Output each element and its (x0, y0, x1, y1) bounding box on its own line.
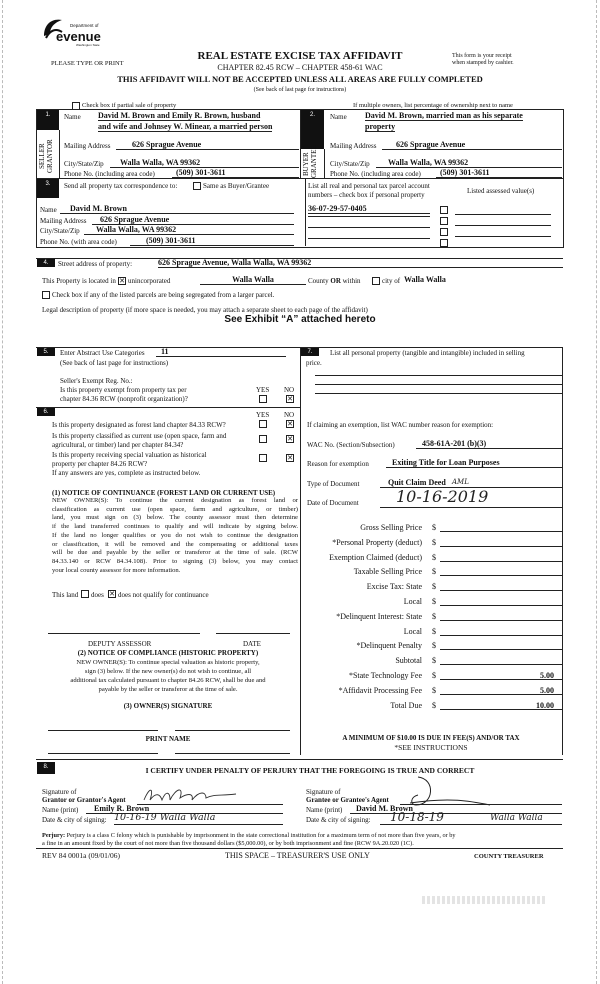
same-as-buyer-checkbox[interactable] (193, 182, 201, 190)
grantee-name[interactable]: David M. Brown (350, 805, 562, 814)
parcel-label: List all real and personal tax parcel account (308, 182, 430, 190)
receipt-note: This form is your receipt (452, 53, 512, 59)
document-type[interactable]: Quit Claim Deed (380, 479, 562, 488)
notice-line: sign (3) below. If the new owner(s) do not wish to continue, all (84, 668, 252, 675)
section-8-number: 8. (37, 762, 55, 774)
forest-land-question: Is this property designated as forest land chapter 84.33 RCW? (52, 421, 226, 429)
amount-label: Excise Tax: State (366, 582, 422, 592)
historical-question: property per chapter 84.26 RCW? (52, 460, 148, 468)
wac-label: WAC No. (Section/Subsection) (307, 441, 395, 449)
no-header: NO (284, 411, 295, 419)
grantee-agent-label: Grantee or Grantee's Agent (306, 796, 389, 804)
grantor-signature-label: Signature of (42, 788, 77, 796)
does-qualify-checkbox[interactable] (81, 590, 89, 598)
exemption-reason[interactable]: Exiting Title for Loan Purposes (386, 459, 562, 468)
amount-label: *State Technology Fee (348, 671, 422, 680)
segregated-checkbox[interactable] (42, 291, 50, 299)
deputy-assessor-label: DEPUTY ASSESSOR (88, 640, 152, 648)
section-6-number: 6. (37, 408, 55, 416)
exemption-claim-label: If claiming an exemption, list WAC number reason for exemption: (307, 421, 494, 429)
grantee-city[interactable]: Walla Walla (490, 813, 543, 823)
amount-value[interactable] (440, 627, 562, 636)
date-label: DATE (243, 640, 261, 648)
unincorporated-label: unincorporated (128, 277, 171, 285)
amount-label: Subtotal (395, 656, 422, 666)
personal-property-checkbox[interactable] (440, 206, 448, 214)
form-revision: REV 84 0001a (09/01/06) (42, 851, 120, 860)
dollar-sign: $ (432, 582, 436, 592)
buyer-phone[interactable]: (509) 301-3611 (436, 169, 562, 178)
document-date[interactable]: 10-16-2019 (396, 487, 489, 506)
parcel-number[interactable] (308, 227, 430, 228)
personal-property-label: List all personal property (tangible and intangible) included in selling (330, 349, 525, 357)
dollar-sign: $ (432, 700, 436, 710)
this-land-label: This land (52, 591, 79, 599)
notice-line: classification as current use (open space, farm and agriculture, or timber) (52, 505, 298, 513)
please-type: PLEASE TYPE OR PRINT (51, 60, 124, 67)
correspondence-label: Send all property tax correspondence to: (64, 182, 178, 190)
date-correction-initials: AML (452, 478, 469, 486)
amount-label: *Affidavit Processing Fee (338, 685, 422, 695)
county-value[interactable]: Walla Walla (200, 276, 306, 285)
multiple-owners-note: If multiple owners, list percentage of ownership next to name (353, 102, 513, 109)
legal-description[interactable]: See Exhibit “A” attached hereto (224, 314, 376, 325)
county-treasurer-label: COUNTY TREASURER (474, 853, 544, 860)
personal-property-checkbox[interactable] (440, 217, 448, 225)
instructions-note: (See back of last page for instructions) (253, 87, 347, 93)
exemption-reason-label: Reason for exemption (307, 460, 369, 468)
form-title: REAL ESTATE EXCISE TAX AFFIDAVIT (197, 50, 403, 62)
dollar-sign: $ (432, 611, 436, 621)
segregated-label: Check box if any of the listed parcels are being segregated from a larger parcel. (52, 291, 275, 299)
dollar-sign: $ (432, 685, 436, 695)
notice-continuance-text (52, 497, 298, 575)
assessed-value-field[interactable] (455, 236, 551, 237)
grantee-name-label: Name (print) (306, 806, 343, 814)
assessed-value-field[interactable] (455, 247, 551, 248)
amount-value[interactable] (440, 656, 562, 665)
amount-value[interactable] (440, 567, 562, 576)
exempt-question: chapter 84.36 RCW (nonprofit organization)? (60, 395, 188, 403)
treasurer-space-label: THIS SPACE – TREASURER'S USE ONLY (225, 851, 370, 860)
perjury-text: Perjury: Perjury is a class C felony which is punishable by imprisonment in the state correctional institution for a maximum term of not more than five years, or by (42, 832, 456, 839)
dollar-sign: $ (432, 537, 436, 547)
amount-value[interactable] (440, 641, 562, 650)
seller-phone[interactable]: (509) 301-3611 (172, 169, 299, 178)
section-7-number: 7. (301, 348, 319, 356)
forest-yes-checkbox[interactable] (259, 420, 267, 428)
seller-exempt-label: Seller's Exempt Reg. No.: (60, 377, 133, 385)
amount-value[interactable]: 5.00 (440, 671, 562, 680)
abstract-use-label: Enter Abstract Use Categories (60, 349, 145, 357)
partial-sale-label: Check box if partial sale of property (82, 102, 177, 109)
notice-line: If the land no longer qualifies or you do not wish to continue the designation (52, 531, 298, 539)
notice-compliance-title: (2) NOTICE OF COMPLIANCE (HISTORIC PROPERTY) (77, 649, 259, 657)
current-use-yes-checkbox[interactable] (259, 435, 267, 443)
assessed-value-field[interactable] (455, 225, 551, 226)
amount-label: Total Due (390, 700, 422, 710)
amount-value[interactable]: 10.00 (440, 701, 562, 710)
minimum-due-note: A MINIMUM OF $10.00 IS DUE IN FEE(S) AND/OR TAX (342, 734, 520, 742)
amount-value[interactable] (440, 597, 562, 606)
wac-value[interactable]: 458-61A-201 (b)(3) (416, 440, 562, 449)
forest-no-checkbox[interactable]: ✕ (287, 420, 293, 428)
section-1-number: 1. (37, 110, 59, 130)
grantor-date-label: Date & city of signing: (42, 816, 107, 824)
current-use-question: agricultural, or timber) land per chapter 84.34? (52, 441, 184, 449)
amount-label: Local (403, 597, 422, 606)
amount-value[interactable] (440, 553, 562, 562)
dollar-sign: $ (432, 552, 436, 562)
dollar-sign: $ (432, 567, 436, 577)
certification-statement: I CERTIFY UNDER PENALTY OF PERJURY THAT THE FOREGOING IS TRUE AND CORRECT (145, 766, 475, 775)
amount-label: *Delinquent Interest: State (336, 611, 422, 621)
svg-text:evenue: evenue (56, 29, 101, 44)
exempt-no-checkbox[interactable]: ✕ (287, 395, 293, 403)
street-address-label: Street address of property: (58, 260, 133, 268)
dollar-sign: $ (432, 597, 436, 606)
amount-label: Local (403, 626, 422, 636)
seller-mailing[interactable]: 626 Sprague Avenue (116, 141, 299, 150)
faded-stamp (422, 896, 546, 904)
section-4-number: 4. (37, 259, 55, 267)
svg-text:Washington State: Washington State (76, 43, 100, 47)
county-label: County OR within (308, 277, 361, 285)
historical-question: Is this property receiving special valuation as historical (52, 451, 207, 459)
buyer-mailing[interactable]: 626 Sprague Avenue (382, 141, 562, 150)
if-yes-note: If any answers are yes, complete as instructed below. (52, 469, 201, 477)
abstract-use-value[interactable]: 11 (156, 348, 286, 357)
city-of-label: city of (382, 277, 401, 285)
grantor-agent-label: Grantor or Grantor's Agent (42, 796, 126, 804)
exempt-yes-checkbox[interactable] (259, 395, 267, 403)
buyer-grantee-label: BUYER GRANTEE (302, 145, 318, 178)
parcel-label: numbers – check box if personal property (308, 191, 425, 199)
grantee-date-label: Date & city of signing: (306, 816, 371, 824)
seller-name[interactable]: David M. Brown and Emily R. Brown, husband (98, 111, 261, 120)
amount-value[interactable] (440, 523, 562, 532)
amount-label: Taxable Selling Price (353, 567, 422, 577)
section-2-number: 2. (301, 110, 324, 149)
buyer-mailing-label: Mailing Address (330, 142, 377, 150)
grantor-name-label: Name (print) (42, 806, 79, 814)
notice-line: NEW OWNER(S): To continue the current designation as forest land or (52, 497, 298, 504)
located-label: This Property is located in (42, 277, 116, 285)
city-value[interactable]: Walla Walla (404, 275, 446, 284)
dollar-sign: $ (432, 641, 436, 651)
city-checkbox[interactable] (372, 277, 380, 285)
seller-grantor-label: SELLER GRANTOR (38, 139, 54, 173)
tax-mailing[interactable]: 626 Sprague Avenue (92, 216, 294, 225)
tax-name-label: Name (40, 206, 57, 214)
yes-header: YES (256, 386, 270, 394)
tax-mailing-label: Mailing Address (40, 217, 87, 225)
does-not-qualify-checkbox[interactable]: ✕ (109, 590, 115, 598)
amount-label: *Delinquent Penalty (356, 641, 422, 651)
amount-value[interactable] (440, 612, 562, 621)
notice-line: NEW OWNER(S): To continue special valuation as historic property, (76, 659, 260, 666)
parcel-number[interactable] (308, 216, 430, 217)
see-back-note: (See back of last page for instructions) (60, 359, 169, 367)
amount-label: *Personal Property (deduct) (332, 537, 422, 547)
revenue-logo (40, 14, 102, 48)
notice-continuance-title: (1) NOTICE OF CONTINUANCE (FOREST LAND OR CURRENT USE) (52, 489, 276, 497)
buyer-name-line2[interactable]: property (365, 122, 396, 131)
notice-line: if the land transferred continues to qualify and will indicate by signing below. (52, 523, 298, 531)
dollar-sign: $ (432, 671, 436, 680)
seller-phone-label: Phone No. (including area code) (64, 170, 155, 178)
no-header: NO (284, 386, 295, 394)
assessed-value-label: Listed assessed value(s) (467, 187, 535, 195)
personal-property-checkbox[interactable] (440, 228, 448, 236)
grantee-signature-label: Signature of (306, 788, 341, 796)
buyer-name[interactable]: David M. Brown, married man as his separate (365, 111, 523, 120)
tax-city[interactable]: Walla Walla, WA 99362 (84, 226, 294, 235)
tax-name[interactable]: David M. Brown (60, 205, 294, 214)
does-label: does (91, 591, 104, 599)
see-instructions-note: *SEE INSTRUCTIONS (394, 743, 468, 752)
form-subtitle: CHAPTER 82.45 RCW – CHAPTER 458-61 WAC (217, 63, 383, 72)
seller-city[interactable]: Walla Walla, WA 99362 (110, 159, 299, 168)
current-use-no-checkbox[interactable]: ✕ (287, 435, 293, 443)
historical-no-checkbox[interactable]: ✕ (287, 454, 293, 462)
property-street-address[interactable]: 626 Sprague Avenue, Walla Walla, WA 99362 (158, 259, 563, 268)
notice-line: will be due and payable by the seller or transferor at the time of sale. (RCW (52, 549, 298, 557)
owner-signature-label: (3) OWNER(S) SIGNATURE (123, 702, 213, 710)
grantor-date-city[interactable]: 10-16-19 Walla Walla (114, 812, 283, 825)
personal-property-checkbox[interactable] (440, 239, 448, 247)
notice-line: additional tax calculated pursuant to chapter 84.26 RCW, shall be due and (70, 677, 266, 684)
grantor-name[interactable]: Emily R. Brown (86, 805, 283, 814)
buyer-name-label: Name (330, 113, 347, 121)
seller-city-label: City/State/Zip (64, 160, 104, 168)
tax-phone[interactable]: (509) 301-3611 (130, 237, 294, 246)
amount-value[interactable] (440, 538, 562, 547)
document-type-label: Type of Document (307, 480, 360, 488)
personal-property-label: price. (306, 359, 322, 367)
seller-name-line2[interactable]: and wife and Johnsey W. Minear, a married person (98, 122, 273, 131)
unincorporated-checkbox[interactable]: ✕ (119, 277, 125, 285)
notice-line: your local county assessor for more information. (52, 566, 181, 574)
exempt-question: Is this property exempt from property tax per (60, 386, 187, 394)
scan-edge (596, 0, 598, 984)
amount-label: Gross Selling Price (360, 523, 422, 532)
yes-header: YES (256, 411, 270, 419)
grantee-date[interactable]: 10-18-19 (390, 810, 444, 824)
assessed-value-field[interactable] (455, 214, 551, 215)
dollar-sign: $ (432, 626, 436, 636)
svg-text:Department of: Department of (70, 23, 99, 28)
tax-phone-label: Phone No. (with area code) (40, 238, 117, 246)
section-5-number: 5. (37, 348, 55, 356)
notice-line: land, you must sign on (3) below. The county assessor must then determine (52, 514, 298, 522)
amount-value[interactable]: 5.00 (440, 686, 562, 695)
same-as-buyer-label: Same as Buyer/Grantee (203, 182, 270, 190)
notice-line: or classification, it will be removed and the compensating or additional taxes (52, 540, 298, 548)
tax-city-label: City/State/Zip (40, 227, 80, 235)
does-not-label: does not qualify for continuance (118, 591, 209, 599)
parcel-number[interactable] (308, 238, 430, 239)
receipt-note: when stamped by cashier. (452, 60, 514, 66)
buyer-phone-label: Phone No. (including area code) (330, 170, 421, 178)
print-name-label: PRINT NAME (145, 735, 191, 743)
dollar-sign: $ (432, 523, 436, 532)
seller-name-label: Name (64, 113, 81, 121)
grantor-signature[interactable] (140, 782, 260, 806)
dollar-sign: $ (432, 656, 436, 666)
parcel-number[interactable]: 36-07-29-57-0405 (308, 205, 430, 214)
notice-line: payable by the seller or transferor at the time of sale. (98, 686, 238, 693)
legal-description-label: Legal description of property (if more space is needed, you may attach a separate sheet to each page of the affidavit) (42, 306, 368, 314)
historical-yes-checkbox[interactable] (259, 454, 267, 462)
amount-label: Exemption Claimed (deduct) (329, 552, 422, 562)
buyer-city-label: City/State/Zip (330, 160, 370, 168)
warning-text: THIS AFFIDAVIT WILL NOT BE ACCEPTED UNLESS ALL AREAS ARE FULLY COMPLETED (117, 74, 483, 84)
current-use-question: Is this property classified as current use (open space, farm and (52, 432, 227, 440)
buyer-city[interactable]: Walla Walla, WA 99362 (376, 159, 562, 168)
document-date-label: Date of Document (307, 499, 359, 507)
notice-compliance-text (40, 658, 296, 694)
section-3-number: 3. (37, 179, 59, 198)
amount-value[interactable] (440, 582, 562, 591)
notice-line: 84.33.140 or RCW 84.34.108). Prior to signing (3) below, you may contact (52, 557, 298, 565)
scan-edge (2, 0, 4, 984)
perjury-text-2: a fine in an amount fixed by the court of not more than five thousand dollars ($5,000.00), or by both imprisonment and fine (RCW 9A.20.020 (1C). (42, 840, 414, 847)
seller-mailing-label: Mailing Address (64, 142, 111, 150)
